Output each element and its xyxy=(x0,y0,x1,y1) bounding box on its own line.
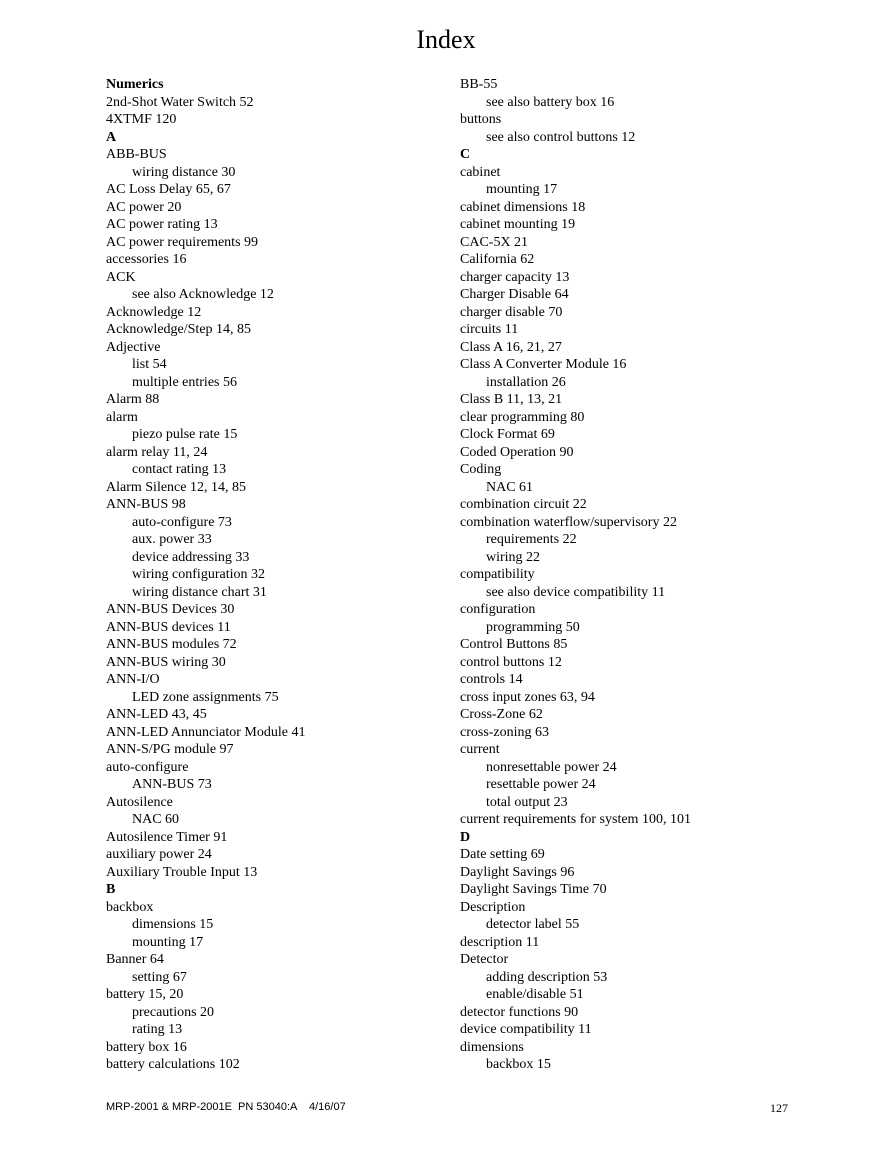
index-entry: 4XTMF 120 xyxy=(106,112,177,127)
index-subentry: wiring configuration 32 xyxy=(132,567,265,582)
index-entry: Adjective xyxy=(106,339,161,355)
index-subentry: rating 13 xyxy=(132,1022,183,1037)
index-entry: Autosilence xyxy=(106,794,173,810)
index-entry: Acknowledge/Step 14, 85 xyxy=(106,322,252,337)
index-entry: cabinet xyxy=(460,164,501,180)
index-subentry: wiring distance chart 31 xyxy=(132,584,267,600)
index-entry: Banner 64 xyxy=(106,952,164,967)
index-entry: Daylight Savings 96 xyxy=(460,864,575,880)
footer-page-number: 127 xyxy=(770,1101,788,1115)
index-subentry: LED zone assignments 75 xyxy=(132,689,279,705)
index-entry: cross input zones 63, 94 xyxy=(460,689,595,705)
index-entry: Daylight Savings Time 70 xyxy=(460,882,607,897)
index-subentry: adding description 53 xyxy=(486,969,608,985)
index-entry: AC power 20 xyxy=(106,199,182,215)
index-entry: Acknowledge 12 xyxy=(106,304,202,320)
index-entry: Clock Format 69 xyxy=(460,427,555,442)
index-subentry: precautions 20 xyxy=(132,1004,215,1020)
index-entry: Detector xyxy=(460,952,509,967)
index-entry: controls 14 xyxy=(460,672,523,687)
index-entry: ANN-BUS Devices 30 xyxy=(106,602,235,617)
index-entry: ANN-I/O xyxy=(106,672,160,687)
index-entry: CAC-5X 21 xyxy=(460,234,529,250)
index-subentry: ANN-BUS 73 xyxy=(132,777,212,792)
index-entry: Control Buttons 85 xyxy=(460,637,568,652)
index-entry: Alarm Silence 12, 14, 85 xyxy=(106,479,246,495)
index-subentry: backbox 15 xyxy=(486,1057,551,1072)
index-entry: ANN-LED 43, 45 xyxy=(106,707,207,722)
index-entry: description 11 xyxy=(460,934,540,950)
index-entry: Description xyxy=(460,899,526,915)
index-entry: cabinet mounting 19 xyxy=(460,217,576,232)
index-entry: combination waterflow/supervisory 22 xyxy=(460,514,677,530)
index-entry: circuits 11 xyxy=(460,322,519,337)
index-subentry: see also control buttons 12 xyxy=(486,129,636,145)
index-section-heading: B xyxy=(106,882,116,897)
index-section-heading: C xyxy=(460,147,471,162)
index-entry: Class A Converter Module 16 xyxy=(460,357,627,372)
index-subentry: programming 50 xyxy=(486,619,580,635)
index-entry: Class A 16, 21, 27 xyxy=(460,339,562,355)
index-subentry: resettable power 24 xyxy=(486,777,596,792)
index-subentry: aux. power 33 xyxy=(132,532,212,547)
index-entry: current xyxy=(460,742,500,757)
index-subentry: total output 23 xyxy=(486,794,568,810)
index-column-right xyxy=(460,76,850,1074)
index-subentry: detector label 55 xyxy=(486,917,580,932)
index-entry: California 62 xyxy=(460,252,535,267)
index-entry: 2nd-Shot Water Switch 52 xyxy=(106,94,254,110)
index-entry: auxiliary power 24 xyxy=(106,847,212,862)
index-entry: combination circuit 22 xyxy=(460,497,587,512)
index-entry: charger capacity 13 xyxy=(460,269,570,285)
index-entry: cross-zoning 63 xyxy=(460,724,550,740)
index-subentry: dimensions 15 xyxy=(132,917,214,932)
index-subentry: installation 26 xyxy=(486,374,566,390)
index-section-heading: A xyxy=(106,129,117,145)
index-subentry: multiple entries 56 xyxy=(132,374,237,390)
index-subentry: see also device compatibility 11 xyxy=(486,584,666,600)
index-entry: auto-configure xyxy=(106,759,189,775)
index-entry: Coding xyxy=(460,462,502,477)
index-entry: AC Loss Delay 65, 67 xyxy=(106,182,231,197)
index-column-left xyxy=(106,76,496,1074)
index-section-heading: Numerics xyxy=(106,77,164,92)
index-subentry: nonresettable power 24 xyxy=(486,759,617,775)
index-subentry: NAC 61 xyxy=(486,479,534,495)
index-section-heading: D xyxy=(460,829,471,845)
index-entry: AC power requirements 99 xyxy=(106,234,259,250)
index-subentry: setting 67 xyxy=(132,969,187,985)
index-entry: ACK xyxy=(106,269,136,285)
index-entry: battery 15, 20 xyxy=(106,987,184,1002)
page-title: Index xyxy=(416,25,476,54)
index-entry: alarm xyxy=(106,409,138,425)
index-entry: ANN-LED Annunciator Module 41 xyxy=(106,724,306,740)
index-entry: Class B 11, 13, 21 xyxy=(460,392,563,407)
index-entry: backbox xyxy=(106,899,154,915)
index-entry: detector functions 90 xyxy=(460,1004,579,1020)
index-entry: ANN-S/PG module 97 xyxy=(106,742,234,757)
index-entry: current requirements for system 100, 101 xyxy=(460,812,691,827)
index-subentry: see also Acknowledge 12 xyxy=(132,287,274,302)
index-subentry: contact rating 13 xyxy=(132,462,227,477)
index-subentry: NAC 60 xyxy=(132,812,180,827)
index-entry: dimensions xyxy=(460,1039,524,1055)
index-entry: device compatibility 11 xyxy=(460,1022,592,1037)
index-entry: clear programming 80 xyxy=(460,409,585,425)
index-entry: charger disable 70 xyxy=(460,304,563,320)
index-entry: compatibility xyxy=(460,567,535,582)
index-entry: battery box 16 xyxy=(106,1039,187,1055)
index-subentry: mounting 17 xyxy=(132,934,204,950)
index-subentry: piezo pulse rate 15 xyxy=(132,427,238,442)
index-entry: alarm relay 11, 24 xyxy=(106,444,208,460)
index-entry: cabinet dimensions 18 xyxy=(460,199,586,215)
index-entry: ANN-BUS devices 11 xyxy=(106,619,231,635)
index-subentry: wiring distance 30 xyxy=(132,164,236,180)
index-subentry: enable/disable 51 xyxy=(486,987,584,1002)
index-entry: Date setting 69 xyxy=(460,847,545,862)
index-entry: ANN-BUS 98 xyxy=(106,497,186,512)
index-subentry: list 54 xyxy=(132,357,167,372)
index-entry: Autosilence Timer 91 xyxy=(106,829,228,845)
index-entry: ANN-BUS wiring 30 xyxy=(106,654,226,670)
index-subentry: auto-configure 73 xyxy=(132,514,232,530)
index-subentry: mounting 17 xyxy=(486,182,558,197)
index-entry: battery calculations 102 xyxy=(106,1057,240,1072)
index-subentry: wiring 22 xyxy=(486,549,541,565)
index-entry: ABB-BUS xyxy=(106,147,167,162)
index-entry: Cross-Zone 62 xyxy=(460,707,543,722)
index-entry: BB-55 xyxy=(460,77,498,92)
index-entry: configuration xyxy=(460,602,536,617)
index-entry: Auxiliary Trouble Input 13 xyxy=(106,864,258,880)
index-entry: ANN-BUS modules 72 xyxy=(106,637,237,652)
index-entry: Alarm 88 xyxy=(106,392,160,407)
index-entry: AC power rating 13 xyxy=(106,217,218,232)
index-entry: accessories 16 xyxy=(106,252,187,267)
index-subentry: device addressing 33 xyxy=(132,549,250,565)
index-entry: buttons xyxy=(460,112,502,127)
footer-document-info: MRP-2001 & MRP-2001E PN 53040:A 4/16/07 xyxy=(106,1101,346,1113)
index-entry: Coded Operation 90 xyxy=(460,444,574,460)
index-subentry: see also battery box 16 xyxy=(486,94,615,110)
index-entry: Charger Disable 64 xyxy=(460,287,569,302)
index-entry: control buttons 12 xyxy=(460,654,562,670)
index-subentry: requirements 22 xyxy=(486,532,577,547)
